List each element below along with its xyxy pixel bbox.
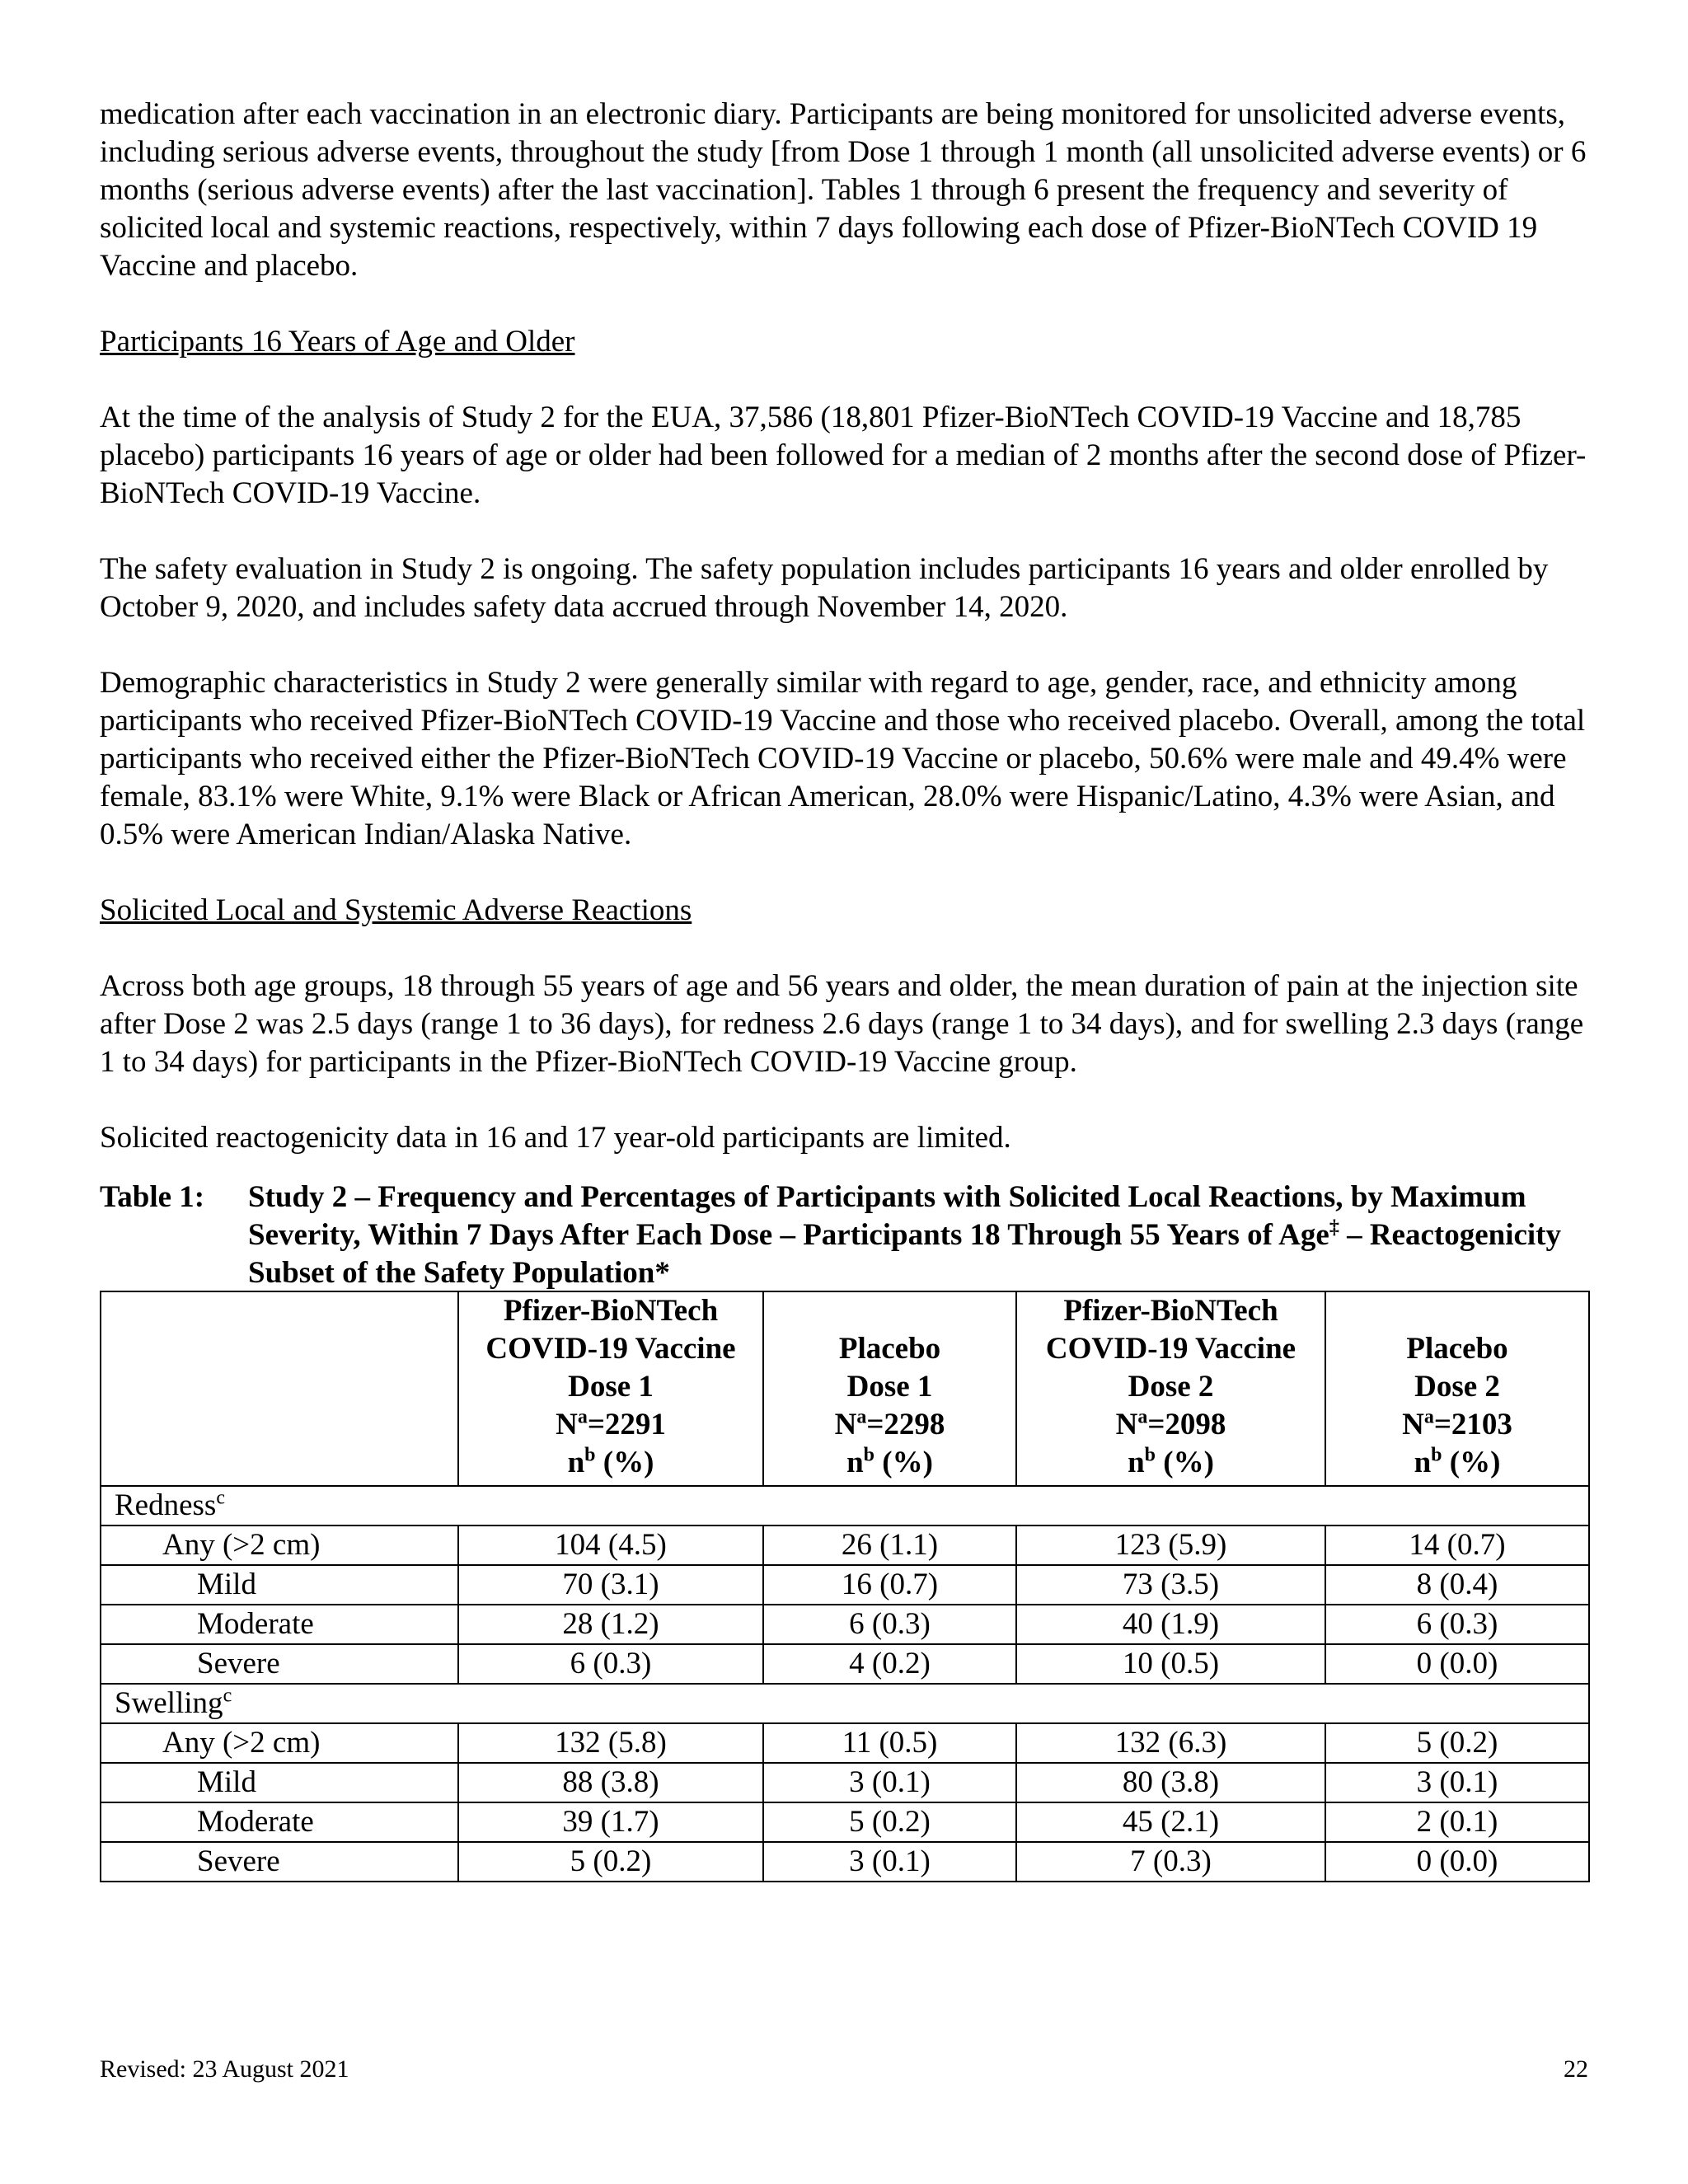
table-cell: 39 (1.7) — [458, 1802, 763, 1842]
intro-paragraph: medication after each vaccination in an electronic diary. Participants are being monitored for unsolicited adverse events, including serious adverse events, throughout the study [from Dose 1 through 1 month (all unsolicited adverse events) or 6 months (serious adverse events) after the last vaccination]. Tables 1 through 6 present the frequency and severity of solicited local and systemic reactions, respectively, within 7 days following each dose of Pfizer-BioNTech COVID 19 Vaccine and placebo. — [100, 97, 1587, 283]
table-row — [101, 1723, 1589, 1763]
table-cell: 16 (0.7) — [763, 1565, 1016, 1605]
group-label-redness: Redness$^c$ — [101, 1486, 1589, 1526]
paragraph-limited-data: Solicited reactogenicity data in 16 and 17 year-old participants are limited. — [100, 1121, 1011, 1155]
table-cell: 2 (0.1) — [1325, 1802, 1589, 1842]
table-cell: 3 (0.1) — [763, 1842, 1016, 1882]
table-cell: 123 (5.9) — [1016, 1526, 1325, 1565]
table-row — [101, 1802, 1589, 1842]
row-label: Severe — [101, 1842, 458, 1882]
table-row — [101, 1605, 1589, 1644]
row-label: Mild — [101, 1763, 458, 1802]
table-cell: 104 (4.5) — [458, 1526, 763, 1565]
table-row — [101, 1565, 1589, 1605]
row-label: Moderate — [101, 1802, 458, 1842]
header-placebo-dose1: Placebo Dose 1 $N^a=2298$ $n^b$ (%) — [763, 1291, 1016, 1486]
table-cell: 8 (0.4) — [1325, 1565, 1589, 1605]
table-cell: 45 (2.1) — [1016, 1802, 1325, 1842]
table-cell: 28 (1.2) — [458, 1605, 763, 1644]
group-row-redness — [101, 1486, 1589, 1526]
table-cell: 88 (3.8) — [458, 1763, 763, 1802]
paragraph-duration: Across both age groups, 18 through 55 years of age and 56 years and older, the mean duration of pain at the injection site after Dose 2 was 2.5 days (range 1 to 36 days), for redness 2.6 days (range 1 to 34 days), and for swelling 2.3 days (range 1 to 34 days) for participants in the Pfizer-BioNTech COVID-19 Vaccine group. — [100, 969, 1584, 1079]
table-row — [101, 1842, 1589, 1882]
table-number: Table 1: — [100, 1180, 205, 1214]
table-cell: 14 (0.7) — [1325, 1526, 1589, 1565]
table-cell: 11 (0.5) — [763, 1723, 1016, 1763]
row-label: Mild — [101, 1565, 458, 1605]
revised-date: Revised: 23 August 2021 — [100, 2055, 349, 2083]
table-cell: 3 (0.1) — [1325, 1763, 1589, 1802]
paragraph-safety-evaluation: The safety evaluation in Study 2 is ongoing. The safety population includes participants 16 years and older enrolled by October 9, 2020, and includes safety data accrued through November 14, 2020. — [100, 552, 1549, 624]
table-cell: 5 (0.2) — [458, 1842, 763, 1882]
table-cell: 0 (0.0) — [1325, 1842, 1589, 1882]
header-vaccine-dose2: Pfizer-BioNTech COVID-19 Vaccine Dose 2 $N^a=2098$ $n^b$ (%) — [1016, 1291, 1325, 1486]
table-cell: 0 (0.0) — [1325, 1644, 1589, 1684]
solicited-local-reactions-table — [100, 1291, 1590, 1882]
table-cell: 6 (0.3) — [1325, 1605, 1589, 1644]
table-cell: 26 (1.1) — [763, 1526, 1016, 1565]
section-heading-solicited: Solicited Local and Systemic Adverse Reactions — [100, 893, 692, 927]
paragraph-eua-analysis: At the time of the analysis of Study 2 for the EUA, 37,586 (18,801 Pfizer-BioNTech COVID-19 Vaccine and 18,785 placebo) participants 16 years of age or older had been followed for a median of 2 months after the second dose of Pfizer-BioNTech COVID-19 Vaccine. — [100, 401, 1587, 510]
row-label: Moderate — [101, 1605, 458, 1644]
table-cell: 70 (3.1) — [458, 1565, 763, 1605]
page-number: 22 — [1564, 2055, 1588, 2083]
row-label: Any (>2 cm) — [101, 1526, 458, 1565]
table-cell: 10 (0.5) — [1016, 1644, 1325, 1684]
table-cell: 80 (3.8) — [1016, 1763, 1325, 1802]
table-cell: 4 (0.2) — [763, 1644, 1016, 1684]
group-label-swelling: Swelling$^c$ — [101, 1684, 1589, 1723]
table-cell: 7 (0.3) — [1016, 1842, 1325, 1882]
table-cell: 6 (0.3) — [763, 1605, 1016, 1644]
table-cell: 3 (0.1) — [763, 1763, 1016, 1802]
paragraph-demographics: Demographic characteristics in Study 2 were generally similar with regard to age, gender, race, and ethnicity among participants who received Pfizer-BioNTech COVID-19 Vaccine and those who received placebo. Overall, among the total participants who received either the Pfizer-BioNTech COVID-19 Vaccine or placebo, 50.6% were male and 49.4% were female, 83.1% were White, 9.1% were Black or African American, 28.0% were Hispanic/Latino, 4.3% were Asian, and 0.5% were American Indian/Alaska Native. — [100, 666, 1586, 851]
table-cell: 132 (6.3) — [1016, 1723, 1325, 1763]
group-row-swelling — [101, 1684, 1589, 1723]
header-placebo-dose2: Placebo Dose 2 $N^a=2103$ $n^b$ (%) — [1325, 1291, 1589, 1486]
row-label: Any (>2 cm) — [101, 1723, 458, 1763]
table-cell: 5 (0.2) — [1325, 1723, 1589, 1763]
header-vaccine-dose1: Pfizer-BioNTech COVID-19 Vaccine Dose 1 $N^a=2291$ $n^b$ (%) — [458, 1291, 763, 1486]
table-cell: 5 (0.2) — [763, 1802, 1016, 1842]
table-cell: 40 (1.9) — [1016, 1605, 1325, 1644]
table-caption — [100, 1179, 1588, 1292]
page-footer — [100, 2050, 1588, 2088]
document-page — [100, 96, 1588, 1882]
table-row — [101, 1526, 1589, 1565]
header-blank-cell — [101, 1291, 458, 1486]
table-row — [101, 1763, 1589, 1802]
section-heading-participants: Participants 16 Years of Age and Older — [100, 325, 575, 359]
row-label: Severe — [101, 1644, 458, 1684]
table-row — [101, 1644, 1589, 1684]
table-title: Study 2 – Frequency and Percentages of Participants with Solicited Local Reactions, by Maximum Severity, Within 7 Days After Each Dose – Participants 18 Through 55 Years of Age‡ – Reactogenicity Subset of the Safety Population* — [248, 1180, 1562, 1290]
table-cell: 73 (3.5) — [1016, 1565, 1325, 1605]
table-header-row — [101, 1291, 1589, 1486]
table-cell: 132 (5.8) — [458, 1723, 763, 1763]
table-cell: 6 (0.3) — [458, 1644, 763, 1684]
